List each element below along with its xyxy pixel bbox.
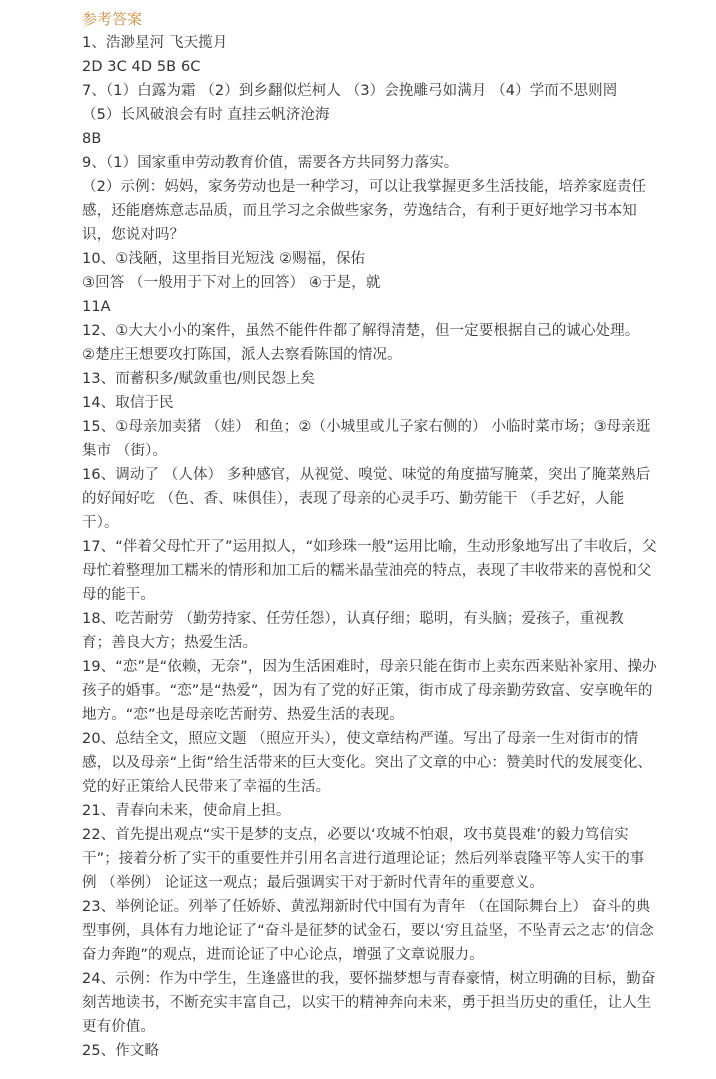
answer-line: ③回答 （一般用于下对上的回答） ④于是，就 [82, 275, 381, 291]
answer-line: 刻苦地读书，不断充实丰富自己，以实干的精神奔向未来，勇于担当历史的重任，让人生 [82, 995, 652, 1011]
answer-list [82, 31, 702, 1063]
answer-line: 的好闻好吃 （色、香、味俱佳），表现了母亲的心灵手巧、勤劳能干 （手艺好，人能 [82, 491, 625, 507]
answer-line: 感，以及母亲“上街”给生活带来的巨大变化。突出了文章的中心：赞美时代的发展变化、 [82, 755, 653, 771]
answer-line: 干”；接着分析了实干的重要性并引用名言进行道理论证；然后列举袁隆平等人实干的事 [82, 851, 645, 867]
answer-line: 2D 3C 4D 5B 6C [82, 59, 201, 75]
answer-line: 25、作文略 [82, 1043, 160, 1059]
answer-line: 12、①大大小小的案件，虽然不能件件都了解得清楚，但一定要根据自己的诚心处理。 [82, 323, 640, 339]
answer-line: 干）。 [82, 515, 119, 531]
answer-line: 20、总结全文，照应文题 （照应开头），使文章结构严谨。写出了母亲一生对街市的情 [82, 731, 639, 747]
answer-line: 地方。“恋”也是母亲吃苦耐劳、热爱生活的表现。 [82, 707, 404, 723]
answer-line: 18、吃苦耐劳 （勤劳持家、任劳任怨），认真仔细；聪明，有头脑；爱孩子，重视教 [82, 611, 624, 627]
answer-line: 奋力奔跑”的观点，进而论证了中心论点，增强了文章说服力。 [82, 947, 484, 963]
answer-line: ②楚庄王想要攻打陈国，派人去察看陈国的情况。 [82, 347, 402, 363]
answer-line: 14、取信于民 [82, 395, 174, 411]
answer-line: 感，还能磨炼意志品质，而且学习之余做些家务，劳逸结合，有利于更好地学习书本知 [82, 203, 637, 219]
answer-line: 21、青春向未来，使命肩上担。 [82, 803, 291, 819]
answer-line: 党的好正策给人民带来了幸福的生活。 [82, 779, 331, 795]
answer-line: 集市 （街）。 [82, 443, 168, 459]
answer-line: 孩子的婚事。“恋”是“热爱”，因为有了党的好正策，街市成了母亲勤劳致富、安享晚年的 [82, 683, 653, 699]
page-title: 参考答案 [82, 10, 143, 28]
answer-line: 9、（1）国家重申劳动教育价值，需要各方共同努力落实。 [82, 155, 459, 171]
answer-line: 1、浩渺星河 飞天揽月 [82, 35, 228, 51]
answer-line: 16、调动了 （人体） 多种感官，从视觉、嗅觉、味觉的角度描写腌菜，突出了腌菜熟后 [82, 467, 651, 483]
answer-line: 7、（1）白露为霜 （2）到乡翻似烂柯人 （3）会挽雕弓如满月 （4）学而不思则罔 [82, 83, 618, 99]
answer-line: 更有价值。 [82, 1019, 155, 1035]
answer-line: 15、①母亲加卖猪 （娃） 和鱼；②（小城里或儿子家右侧的） 小临时菜市场；③母亲逛 [82, 419, 651, 435]
answer-line: 19、“恋”是“依赖，无奈”，因为生活困难时，母亲只能在街市上卖东西来贴补家用、操办 [82, 659, 657, 675]
answer-line: 11A [82, 299, 111, 315]
answer-line: 13、而蓄积多/赋敛重也/则民怨上矣 [82, 371, 316, 387]
answer-line: 10、①浅陋，这里指目光短浅 ②赐福，保佑 [82, 251, 366, 267]
answer-line: 育；善良大方；热爱生活。 [82, 635, 258, 651]
answer-line: （5）长风破浪会有时 直挂云帆济沧海 [82, 107, 330, 123]
answer-line: 母忙着整理加工糯米的情形和加工后的糯米晶莹油亮的特点，表现了丰收带来的喜悦和父 [82, 563, 652, 579]
answer-line: 17、“伴着父母忙开了”运用拟人，“如珍珠一般”运用比喻，生动形象地写出了丰收后，父 [82, 539, 657, 555]
answer-line: （2）示例：妈妈，家务劳动也是一种学习，可以让我掌握更多生活技能，培养家庭责任 [82, 179, 647, 195]
answer-line: 23、举例论证。列举了任娇娇、黄泓翔新时代中国有为青年 （在国际舞台上） 奋斗的典 [82, 899, 651, 915]
answer-line: 识，您说对吗？ [82, 227, 185, 243]
answer-line: 24、示例：作为中学生，生逢盛世的我，要怀揣梦想与青春豪情，树立明确的目标，勤奋 [82, 971, 656, 987]
answer-line: 8B [82, 131, 102, 147]
answer-line: 母的能干。 [82, 587, 155, 603]
answer-line: 22、首先提出观点“实干是梦的支点，必要以‘攻城不怕艰，攻书莫畏难’的毅力笃信实 [82, 827, 629, 843]
answer-line: 型事例，具体有力地论证了“奋斗是征梦的试金石，要以‘穷且益坚，不坠青云之志’的信念 [82, 923, 654, 939]
answer-line: 例 （举例） 论证这一观点；最后强调实干对于新时代青年的重要意义。 [82, 875, 545, 891]
